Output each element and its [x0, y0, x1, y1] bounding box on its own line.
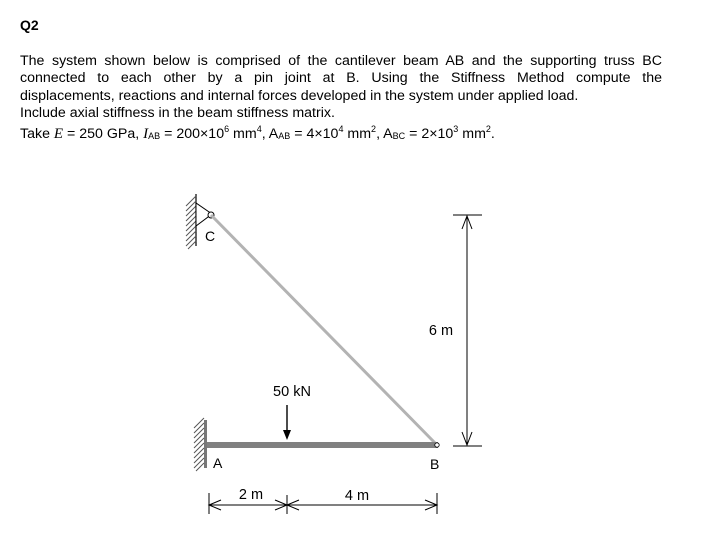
height-dimension — [453, 215, 482, 446]
statement-line: Include axial stiffness in the beam stiffness matrix. — [20, 105, 335, 122]
statement-line: connected to each other by a pin joint at B. Using the Stiffness Method compute the — [20, 70, 662, 87]
load-arrow — [283, 405, 291, 440]
node-label-c: C — [205, 228, 216, 244]
height-dimension-label: 6 m — [428, 323, 454, 339]
load-label: 50 kN — [273, 384, 311, 400]
statement-line: displacements, reactions and internal forces developed in the system under applied load. — [20, 87, 579, 104]
pin-joint-b — [435, 443, 439, 447]
given-properties: Take E = 250 GPa, IAB = $200\times 10^6$ $mm^4$, AAB = $4\times 10^4$ $mm^2$, ABC = $2\times 10^3$ $mm^2$. — [20, 124, 495, 142]
question-number: Q2 — [20, 17, 39, 33]
right-span-label: 4 m — [344, 488, 370, 504]
truss-member-bc — [211, 215, 437, 445]
fixed-support-a — [194, 418, 207, 471]
symbol-E: E — [53, 126, 64, 142]
statement-line: The system shown below is comprised of the cantilever beam AB and the supporting truss BC — [20, 53, 662, 69]
pin-support-c — [196, 203, 214, 226]
left-span-label: 2 m — [238, 487, 264, 503]
beam-ab — [207, 442, 438, 448]
symbol-I: I — [143, 126, 149, 142]
node-label-b: B — [430, 456, 440, 472]
wall-support-c — [186, 194, 196, 249]
node-label-a: A — [213, 455, 223, 471]
